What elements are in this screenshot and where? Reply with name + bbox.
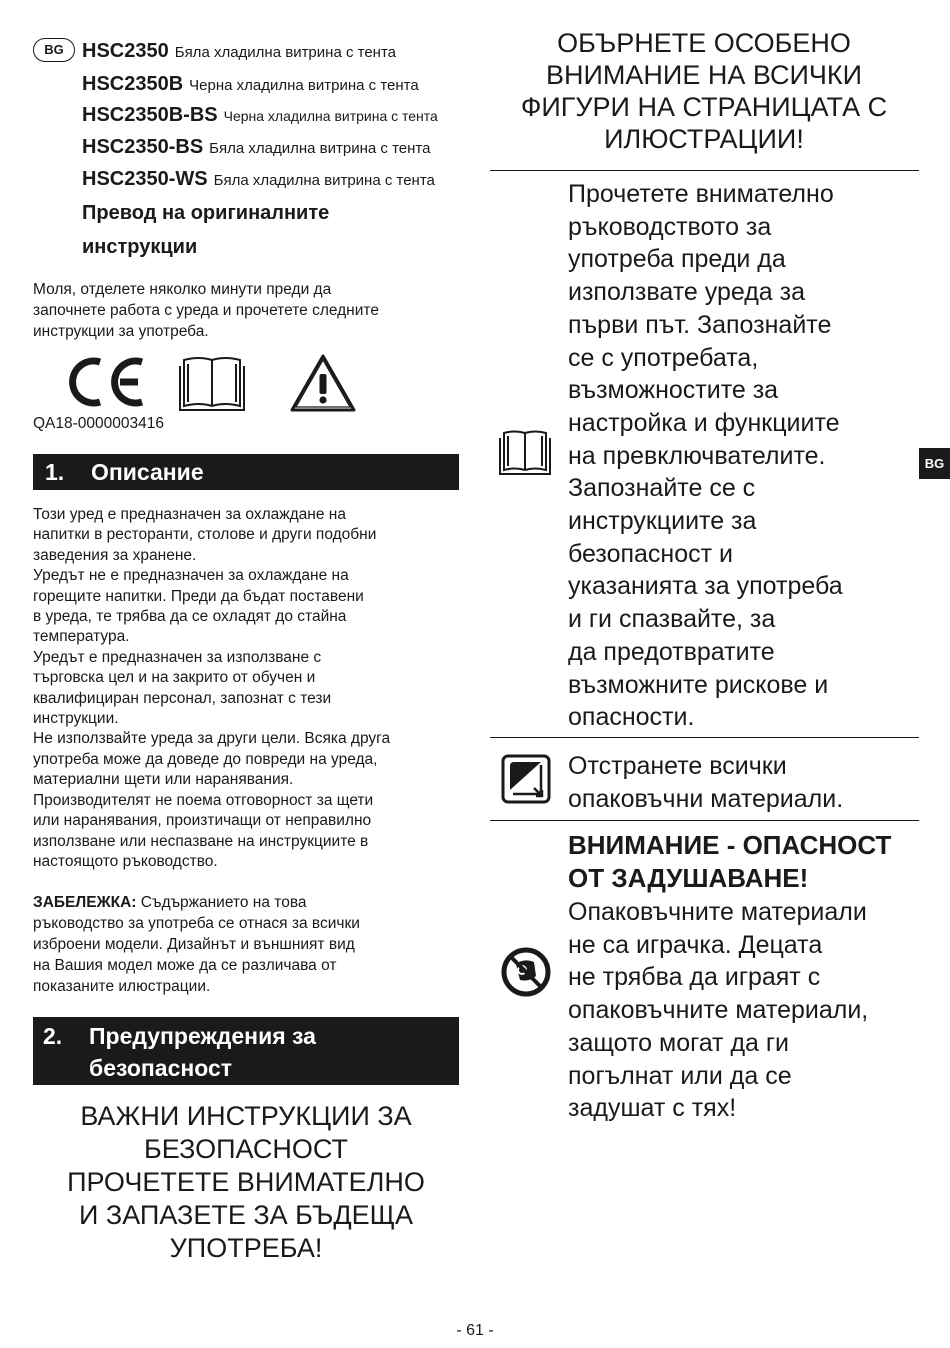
notice-line: УПОТРЕБА! [169, 1233, 323, 1263]
text-line: безопасност и [568, 539, 733, 568]
text-line: се с употребата, [568, 343, 759, 372]
text-line: да предотвратите [568, 637, 775, 666]
text-line: възможностите за [568, 376, 779, 405]
text-line: Съдържанието на това [136, 894, 307, 911]
model-line [82, 168, 435, 191]
model-line [82, 40, 396, 63]
intro-line: Моля, отделете няколко минути преди да [33, 281, 332, 298]
text-line: ръководството за [568, 212, 772, 241]
translation-line: Превод на оригиналните [82, 202, 330, 224]
warning-triangle-icon [292, 356, 354, 410]
certification-icons [60, 352, 370, 419]
notice-line: БЕЗОПАСНОСТ [143, 1134, 349, 1164]
read-manual-icon [498, 428, 552, 483]
text-line: на Вашия модел може да се различава от [33, 957, 337, 974]
warning-title-line: ВНИМАНИЕ - ОПАСНОСТ [568, 830, 892, 860]
text-line: квалифициран персонал, запознат с тези [33, 689, 332, 707]
text-line: не трябва да играят с [568, 963, 821, 992]
text-line: употреба може да доведе до повреди на уреда, [33, 750, 378, 768]
model-description: Бяла хладилна витрина с тента [174, 44, 396, 61]
notice-line: ВАЖНИ ИНСТРУКЦИИ ЗА [80, 1101, 412, 1131]
text-line: инструкциите за [568, 507, 757, 536]
model-description: Черна хладилна витрина с тента [189, 77, 419, 94]
text-line: и ги спазвайте, за [568, 605, 776, 634]
text-line: Опаковъчните материали [568, 898, 867, 926]
text-line: Не използвайте уреда за други цели. Всяка друга [33, 730, 391, 748]
text-line: Отстранете всички [568, 752, 787, 780]
attention-notice [498, 27, 910, 155]
model-code: HSC2350B [82, 73, 184, 95]
manual-book-icon [180, 358, 244, 410]
notice-line: ИЛЮСТРАЦИИ! [604, 124, 804, 154]
intro-line: инструкции за употреба. [33, 323, 209, 340]
model-code: HSC2350B-BS [82, 104, 218, 126]
divider [490, 737, 919, 738]
text-line: задушат с тях! [568, 1094, 737, 1123]
text-line: опасности. [568, 703, 695, 732]
description-text [33, 505, 458, 872]
text-line: материални щети или наранявания. [33, 771, 294, 789]
text-line: инструкции. [33, 710, 119, 728]
model-code: HSC2350 [82, 40, 169, 62]
divider [490, 820, 919, 821]
text-line: напитки в ресторанти, столове и други подобни [33, 526, 377, 544]
divider [490, 170, 919, 171]
text-line: или наранявания, произтичащи от неправилно [33, 812, 372, 830]
notice-line: ФИГУРИ НА СТРАНИЦАТА С [520, 92, 888, 122]
section-title: Описание [91, 459, 204, 485]
text-line: не са играчка. Децата [568, 930, 823, 959]
suffocation-warning-title [568, 829, 913, 895]
text-line: Производителят не поема отговорност за щети [33, 791, 374, 809]
text-line: на превключвателите. [568, 441, 826, 470]
text-line: в уреда, те трябва да се охладят до стайна [33, 608, 347, 626]
section-title [89, 1020, 429, 1084]
text-line: погълнат или да се [568, 1061, 792, 1090]
section-heading-description [33, 454, 459, 490]
suffocation-warning-text [568, 896, 913, 1125]
text-line: използвате уреда за [568, 278, 806, 307]
text-line: заведения за хранене. [33, 546, 197, 564]
text-line: първи път. Запознайте [568, 310, 832, 339]
text-line: търговска цел и на закрито от обучен и [33, 669, 316, 687]
section-title-line: Предупреждения за [89, 1023, 316, 1049]
notice-line: ОБЪРНЕТЕ ОСОБЕНО [557, 28, 851, 58]
note-first-line [33, 892, 453, 913]
text-line: Запознайте се с [568, 474, 756, 503]
text-line: настоящото ръководство. [33, 852, 218, 870]
text-line: изброени модели. Дизайнът и външният вид [33, 936, 355, 953]
text-line: използване или неспазване на инструкциите в [33, 832, 369, 850]
text-line: температура. [33, 628, 130, 646]
text-line: настройка и функциите [568, 408, 840, 437]
note-label: ЗАБЕЛЕЖКА: [33, 894, 137, 911]
intro-line: започнете работа с уреда и прочетете следните [33, 302, 379, 319]
section-heading-safety [33, 1017, 459, 1085]
section-number: 2. [43, 1023, 63, 1049]
text-line: защото могат да ги [568, 1028, 789, 1057]
text-line: възможните рискове и [568, 670, 829, 699]
translation-title [82, 196, 442, 264]
text-line: показаните илюстрации. [33, 978, 211, 995]
read-manual-text [568, 178, 913, 734]
model-code: HSC2350-WS [82, 168, 208, 190]
language-badge: BG [33, 38, 75, 62]
notice-line: ПРОЧЕТЕТЕ ВНИМАТЕЛНО [67, 1167, 425, 1197]
notice-line: ВНИМАНИЕ НА ВСИЧКИ [546, 60, 862, 90]
remove-packaging-icon [501, 754, 553, 811]
remove-packaging-text [568, 750, 913, 815]
text-line: указанията за употреба [568, 572, 843, 601]
text-line: опаковъчни материали. [568, 784, 844, 813]
text-line: употреба преди да [568, 245, 786, 274]
text-line: Уредът не е предназначен за охлаждане на [33, 567, 349, 585]
text-line: Прочетете внимателно [568, 180, 834, 208]
language-side-tab: BG [919, 448, 950, 479]
model-line [82, 136, 430, 159]
ce-mark-icon [73, 361, 142, 403]
important-safety-notice [40, 1100, 452, 1265]
translation-line: инструкции [82, 236, 198, 258]
model-line [82, 104, 438, 127]
text-line: Уредът е предназначен за използване с [33, 648, 322, 666]
intro-text [33, 279, 453, 342]
document-code: QA18-0000003416 [33, 415, 165, 432]
text-line: опаковъчните материали, [568, 996, 869, 1025]
text-line: ръководство за употреба се отнася за всички [33, 915, 360, 932]
warning-title-line: ОТ ЗАДУШАВАНЕ! [568, 863, 809, 893]
no-children-play-icon [500, 946, 552, 1003]
section-number: 1. [45, 459, 65, 485]
model-code: HSC2350-BS [82, 136, 204, 158]
text-line: горещите напитки. Преди да бъдат поставени [33, 587, 364, 605]
text-line: Този уред е предназначен за охлаждане на [33, 506, 346, 523]
note-text [33, 892, 453, 997]
page-number: - 61 - [456, 1322, 494, 1339]
model-line [82, 73, 419, 96]
model-description: Бяла хладилна витрина с тента [209, 140, 431, 157]
notice-line: И ЗАПАЗЕТЕ ЗА БЪДЕЩА [79, 1200, 413, 1230]
model-description: Черна хладилна витрина с тента [223, 108, 438, 124]
section-title-line: безопасност [89, 1055, 233, 1081]
model-description: Бяла хладилна витрина с тента [213, 172, 435, 189]
